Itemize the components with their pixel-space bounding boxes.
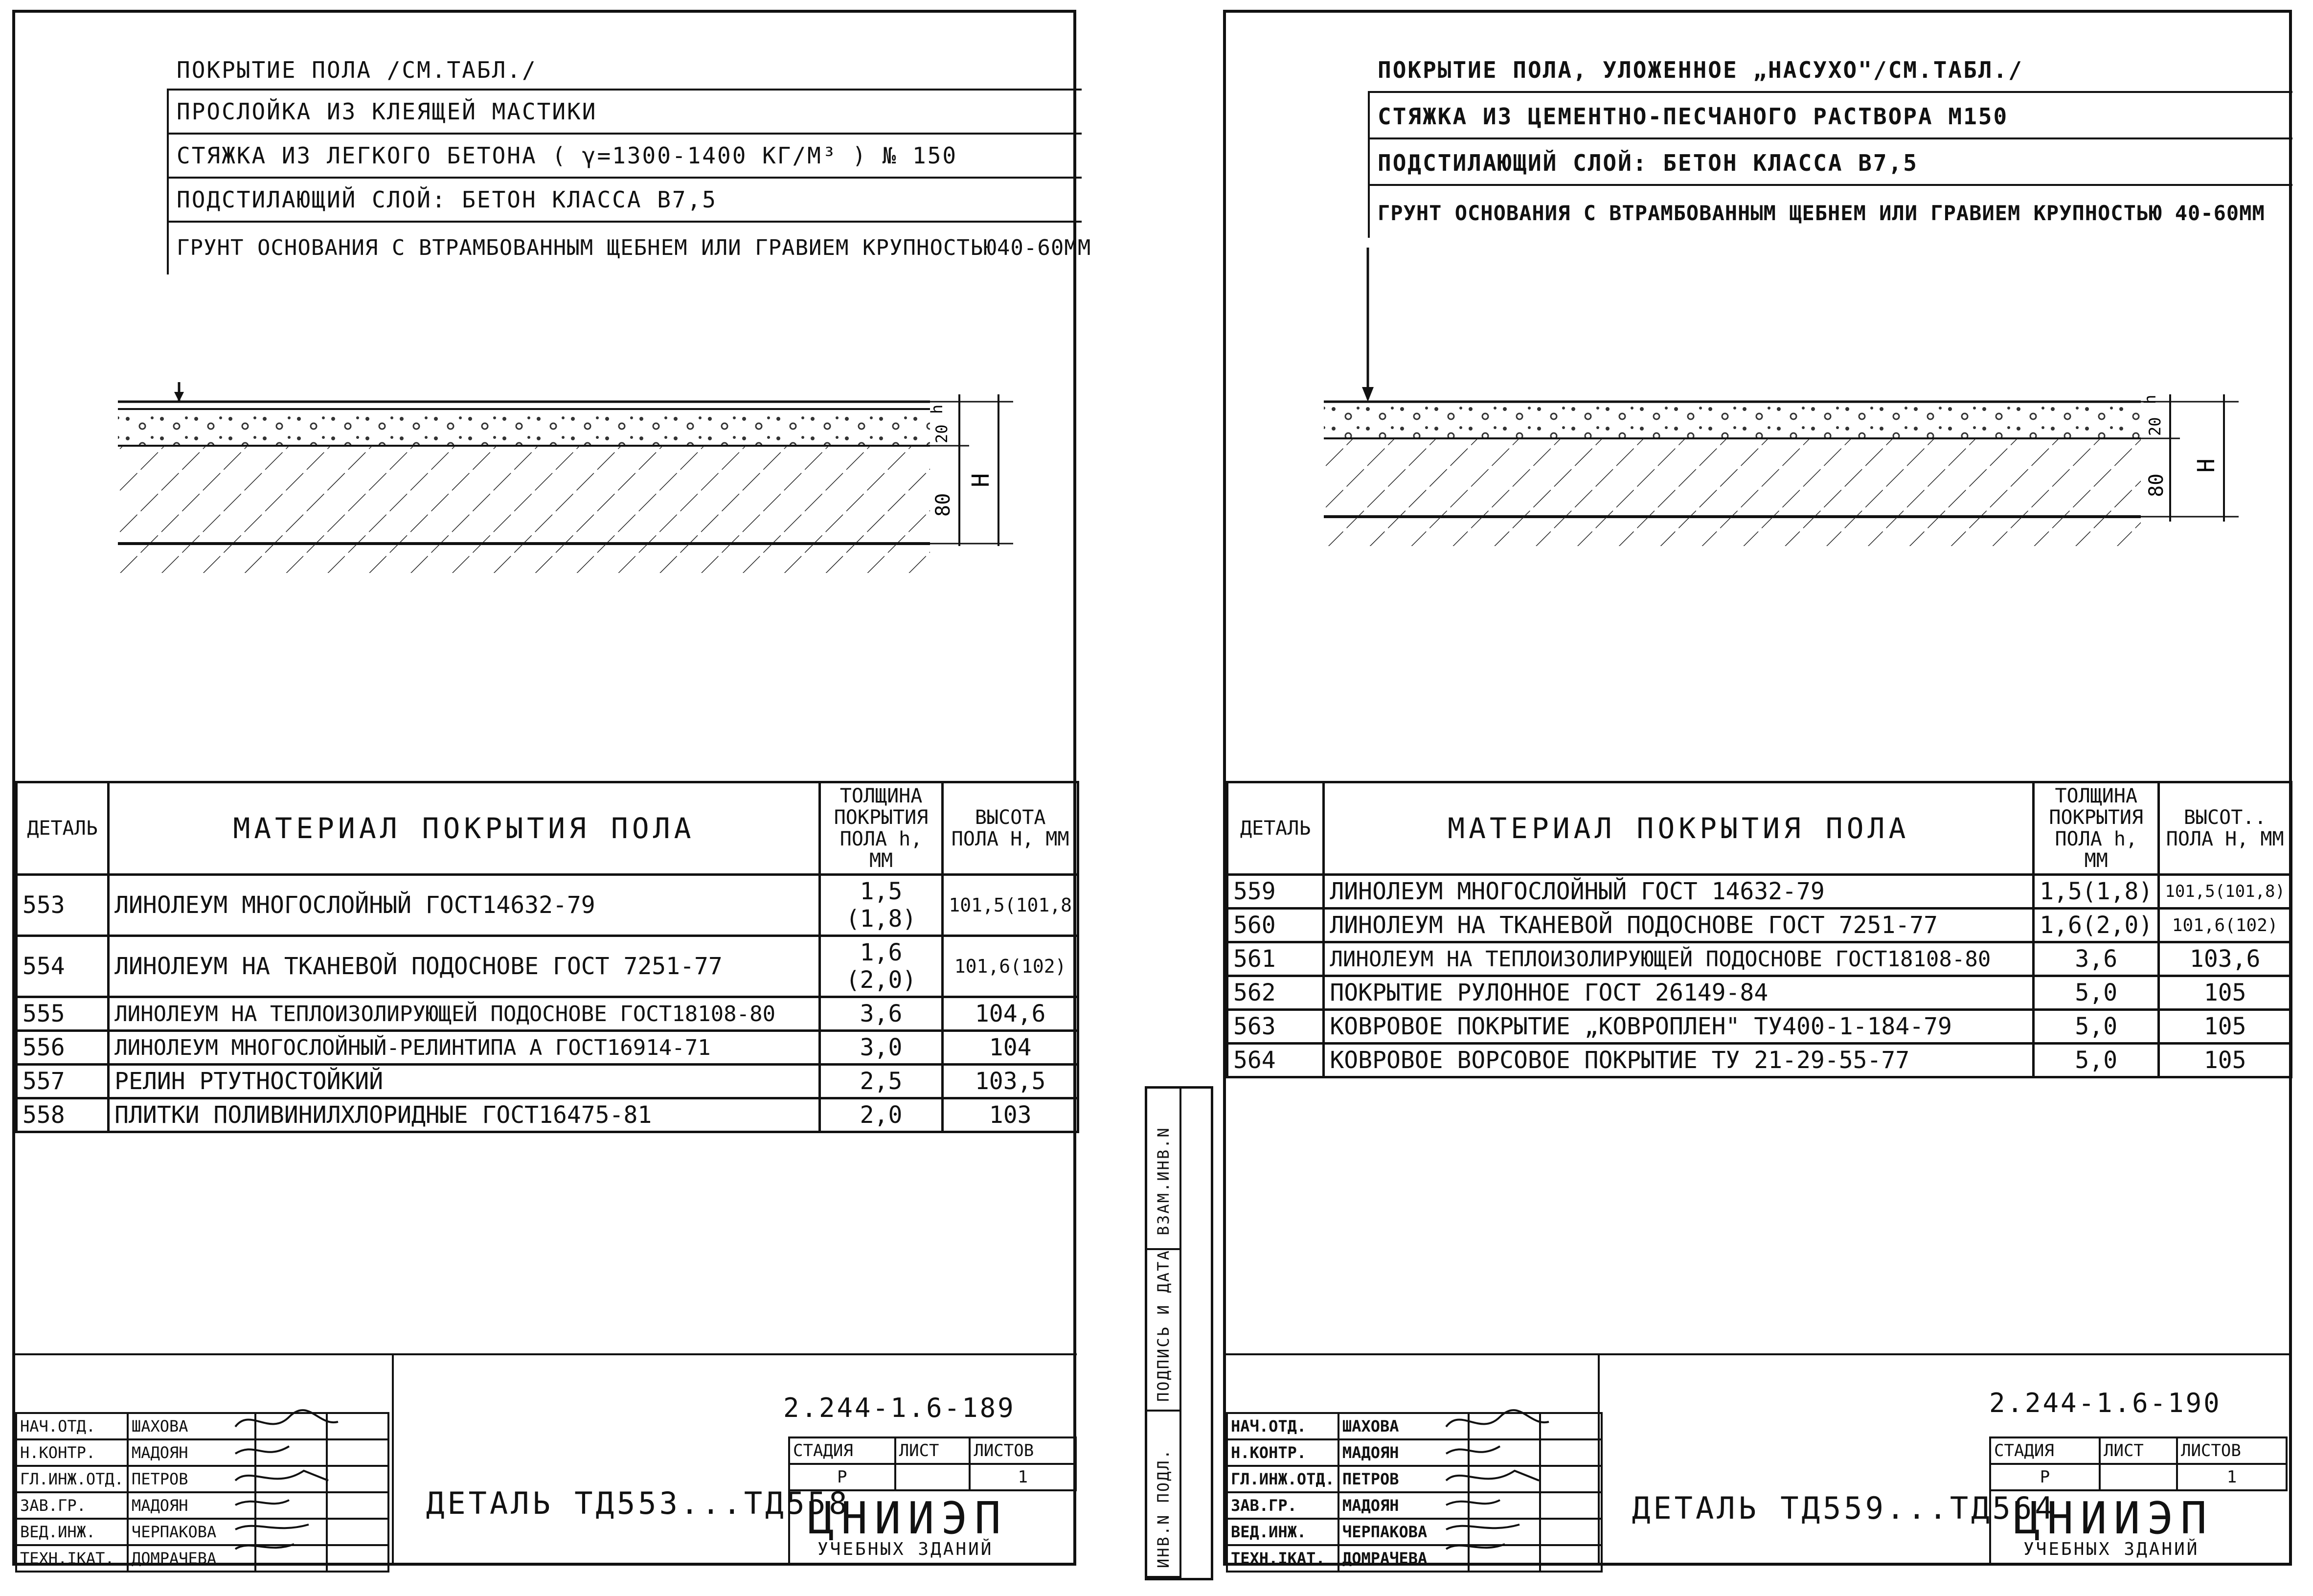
dim-80: 80 <box>932 493 954 517</box>
layer-label: ГРУНТ ОСНОВАНИЯ С ВТРАМБОВАННЫМ ЩЕБНЕМ ИЛИ ГРАВИЕМ КРУПНОСТЬЮ40-60ММ <box>177 235 1091 260</box>
floor-section-drawing <box>1294 248 2253 566</box>
col-detail: ДЕТАЛЬ <box>17 782 109 875</box>
table-row: 563 КОВРОВОЕ ПОКРЫТИЕ „КОВРОПЛЕН" ТУ400-1-184-79 5,0 105 <box>1227 1010 2291 1044</box>
side-label: ПОДПИСЬ И ДАТА <box>1154 1249 1173 1402</box>
layer-label: ГРУНТ ОСНОВАНИЯ С ВТРАМБОВАННЫМ ЩЕБНЕМ ИЛИ ГРАВИЕМ КРУПНОСТЬЮ 40-60ММ <box>1378 201 2265 225</box>
table-row: 553 ЛИНОЛЕУМ МНОГОСЛОЙНЫЙ ГОСТ14632-79 1,5 (1,8) 101,5(101,8 <box>17 875 1078 936</box>
drawing-sheet-right <box>1223 10 2292 1566</box>
col-height: ВЫСОТ.. ПОЛА H, ММ <box>2159 782 2291 875</box>
table-row: 558 ПЛИТКИ ПОЛИВИНИЛХЛОРИДНЫЕ ГОСТ16475-81 2,0 103 <box>17 1098 1078 1132</box>
col-material: МАТЕРИАЛ ПОКРЫТИЯ ПОЛА <box>109 782 820 875</box>
org-name: ЦНИИЭП <box>808 1493 1008 1544</box>
drawing-title: ДЕТАЛЬ ТД553...ТД558 <box>426 1485 850 1521</box>
layer-label: ПОДСТИЛАЮЩИЙ СЛОЙ: БЕТОН КЛАССА B7,5 <box>1378 150 1918 176</box>
table-row: 562 ПОКРЫТИЕ РУЛОННОЕ ГОСТ 26149-84 5,0 105 <box>1227 976 2291 1010</box>
col-material: МАТЕРИАЛ ПОКРЫТИЯ ПОЛА <box>1324 782 2034 875</box>
org-subtitle: УЧЕБНЫХ ЗДАНИЙ <box>817 1539 994 1559</box>
material-table <box>1226 781 2292 1078</box>
signatures <box>1441 1407 1559 1554</box>
table-row: 564 КОВРОВОЕ ВОРСОВОЕ ПОКРЫТИЕ ТУ 21-29-55-77 5,0 105 <box>1227 1044 2291 1077</box>
table-row: 560 ЛИНОЛЕУМ НА ТКАНЕВОЙ ПОДОСНОВЕ ГОСТ 7251-77 1,6(2,0) 101,6(102) <box>1227 909 2291 942</box>
col-detail: ДЕТАЛЬ <box>1227 782 1324 875</box>
dim-20: 20 <box>2146 417 2164 436</box>
signature-table: НАЧ.ОТД. ШАХОВА Н.КОНТР. МАДОЯН ГЛ.ИНЖ.ОТД. ПЕТРОВ ЗАВ.ГР. МАДОЯН ВЕД.ИНЖ. ЧЕРПАКОВА ТЕХН.ІКАТ. ДОМРАЧЕВА <box>1226 1412 1603 1573</box>
dim-H: H <box>2193 458 2220 473</box>
floor-section-drawing <box>89 355 1028 580</box>
table-row: 554 ЛИНОЛЕУМ НА ТКАНЕВОЙ ПОДОСНОВЕ ГОСТ 7251-77 1,6 (2,0) 101,6(102) <box>17 936 1078 997</box>
side-label: ВЗАМ.ИНВ.N <box>1154 1126 1173 1235</box>
material-table <box>15 781 1079 1133</box>
drawing-code: 2.244-1.6-190 <box>1989 1388 2222 1418</box>
dim-h: h <box>928 404 946 414</box>
side-label: ИНВ.N ПОДЛ. <box>1154 1448 1173 1568</box>
dim-H: H <box>967 473 995 487</box>
drawing-sheet-left <box>12 10 1091 1568</box>
org-subtitle: УЧЕБНЫХ ЗДАНИЙ <box>2023 1539 2200 1559</box>
layer-label: СТЯЖКА ИЗ ЦЕМЕНТНО-ПЕСЧАНОГО РАСТВОРА М150 <box>1378 103 2009 130</box>
approval-side-column <box>1145 1086 1213 1580</box>
col-thickness: ТОЛЩИНА ПОКРЫТИЯ ПОЛА h, ММ <box>2034 782 2159 875</box>
org-name: ЦНИИЭП <box>2014 1493 2214 1544</box>
table-row: 557 РЕЛИН РТУТНОСТОЙКИЙ 2,5 103,5 <box>17 1065 1078 1098</box>
table-row: 556 ЛИНОЛЕУМ МНОГОСЛОЙНЫЙ-РЕЛИНТИПА А ГОСТ16914-71 3,0 104 <box>17 1031 1078 1065</box>
dim-80: 80 <box>2145 473 2168 497</box>
col-thickness: ТОЛЩИНА ПОКРЫТИЯ ПОЛА h, ММ <box>819 782 943 875</box>
drawing-title: ДЕТАЛЬ ТД559...ТД564 <box>1632 1490 2056 1526</box>
table-row: 561 ЛИНОЛЕУМ НА ТЕПЛОИЗОЛИРУЮЩЕЙ ПОДОСНОВЕ ГОСТ18108-80 3,6 103,6 <box>1227 942 2291 976</box>
signature-table: НАЧ.ОТД. ШАХОВА Н.КОНТР. МАДОЯН ГЛ.ИНЖ.ОТД. ПЕТРОВ ЗАВ.ГР. МАДОЯН ВЕД.ИНЖ. ЧЕРПАКОВА ТЕХН.ІКАТ. ДОМРАЧЕВА <box>15 1412 389 1573</box>
layer-label: СТЯЖКА ИЗ ЛЕГКОГО БЕТОНА ( γ=1300-1400 КГ/М³ ) № 150 <box>177 142 958 169</box>
col-height: ВЫСОТА ПОЛА H, ММ <box>943 782 1078 875</box>
stage-table: СТАДИЯ ЛИСТ ЛИСТОВ Р 1 <box>788 1436 1077 1491</box>
layer-label: ПОКРЫТИЕ ПОЛА /СМ.ТАБЛ./ <box>177 57 537 83</box>
table-row: 559 ЛИНОЛЕУМ МНОГОСЛОЙНЫЙ ГОСТ 14632-79 1,5(1,8) 101,5(101,8) <box>1227 875 2291 909</box>
dim-20: 20 <box>932 424 951 443</box>
table-row: 555 ЛИНОЛЕУМ НА ТЕПЛОИЗОЛИРУЮЩЕЙ ПОДОСНОВЕ ГОСТ18108-80 3,6 104,6 <box>17 997 1078 1031</box>
layer-label: ПОКРЫТИЕ ПОЛА, УЛОЖЕННОЕ „НАСУХО"/СМ.ТАБЛ./ <box>1378 57 2023 83</box>
layer-label: ПОДСТИЛАЮЩИЙ СЛОЙ: БЕТОН КЛАССА B7,5 <box>177 186 717 213</box>
layer-label: ПРОСЛОЙКА ИЗ КЛЕЯЩЕЙ МАСТИКИ <box>177 98 597 125</box>
stage-table: СТАДИЯ ЛИСТ ЛИСТОВ Р 1 <box>1989 1436 2288 1491</box>
signatures <box>230 1407 348 1554</box>
drawing-code: 2.244-1.6-189 <box>783 1392 1016 1423</box>
dim-h: h <box>2141 394 2159 404</box>
